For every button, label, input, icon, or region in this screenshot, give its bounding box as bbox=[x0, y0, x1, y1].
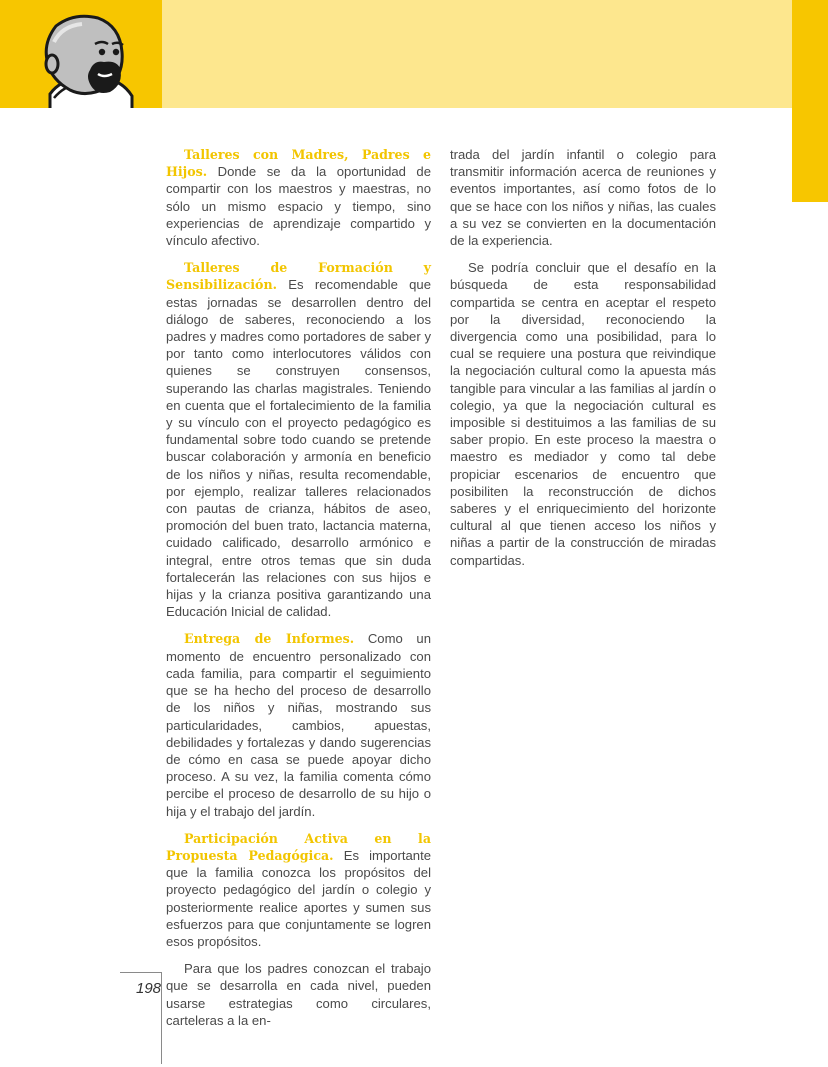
paragraph-participacion-activa bbox=[166, 830, 431, 950]
paragraph-heading: Talleres con Madres, Padres e Hijos. bbox=[166, 147, 431, 180]
left-column bbox=[166, 146, 431, 1039]
paragraph-continuacion: trada del jardín infantil o colegio para transmitir información acerca de reuniones y eventos importantes, así como fotos de lo que se hace con los niños y niñas, las cuales a su vez se convierten en la documentación de la experiencia. bbox=[450, 147, 716, 249]
paragraph-body: Donde se da la oportunidad de compartir con los maestros y maestras, no sólo un mismo espacio y tiempo, sino experiencias de aprendizaje compartido y vínculo afectivo. bbox=[166, 164, 431, 249]
right-edge-tab bbox=[792, 0, 828, 202]
footer-rule-horizontal bbox=[120, 972, 162, 973]
page-number: 198 bbox=[136, 980, 162, 997]
footer-rule-vertical bbox=[161, 972, 162, 1064]
paragraph-estrategias bbox=[166, 960, 431, 1029]
paragraph-talleres-formacion bbox=[166, 259, 431, 620]
paragraph-body: Es recomendable que estas jornadas se desarrollen dentro del diálogo de saberes, reconociendo a los padres y madres como portadores de saber y por tanto como interlocutores válidos con quienes se construyen consensos, superando las charlas magistrales. Teniendo en cuenta que el fortalecimiento de la familia y su vínculo con el proyecto pedagógico es fundamental sobre todo cuando se pretende buscar colaboración y armonía en beneficio de los niños y niñas, resulta recomendable, por ejemplo, realizar talleres relacionados con pautas de crianza, hábitos de aseo, promoción del buen trato, lactancia materna, cuidado calificado, desarrollo armónico e integral, entre otros temas que sin duda fortalecerán las relaciones con sus hijos e hijas y la crianza positiva garantizando una Educación Inicial de calidad. bbox=[166, 277, 431, 620]
paragraph-heading: Entrega de Informes. bbox=[184, 631, 355, 647]
paragraph-conclusion: Se podría concluir que el desafío en la búsqueda de esta responsabilidad compartida se centra en aceptar el respeto por la diversidad, reconociendo la divergencia como una posibilidad, para lo cual se requiere una postura que reivindique la negociación cultural como la apuesta más tangible para vincular a las familias al jardín o colegio, ya que la negociación cultural es imposible si destituimos a las familias de su saber propio. En este proceso la maestra o maestro es mediador y como tal debe propiciar escenarios de encuentro que posibiliten la reconstrucción de dichos saberes y el enriquecimiento del horizonte cultural al que tienen acceso los niños y niñas a partir de la construcción de miradas compartidas. bbox=[450, 260, 716, 568]
paragraph-talleres-familias bbox=[166, 146, 431, 249]
paragraph-entrega-informes bbox=[166, 630, 431, 819]
paragraph-body: Para que los padres conozcan el trabajo que se desarrolla en cada nivel, pueden usarse estrategias como circulares, carteleras a la en- bbox=[166, 961, 431, 1028]
right-column bbox=[450, 146, 716, 579]
paragraph-heading: Talleres de Formación y Sensibilización. bbox=[166, 260, 431, 293]
paragraph-body: Es importante que la familia conozca los propósitos del proyecto pedagógico del jardín o colegio y posteriormente realice aportes y sumen sus esfuerzos para que conjuntamente se logren esos propósitos. bbox=[166, 847, 431, 949]
paragraph-body: Como un momento de encuentro personalizado con cada familia, para compartir el seguimiento que se ha hecho del proceso de desarrollo de los niños y niñas, mostrando sus particularidades, cambios, apuestas, debilidades y fortalezas y dando sugerencias de cómo en casa se puede apoyar dicho proceso. A su vez, la familia comenta cómo percibe el proceso de desarrollo de su hijo o hija y el trabajo del jardín. bbox=[166, 631, 431, 819]
paragraph-heading: Participación Activa en la Propuesta Pedagógica. bbox=[166, 830, 431, 863]
header-block bbox=[0, 0, 162, 108]
bearded-man-illustration bbox=[40, 14, 140, 108]
